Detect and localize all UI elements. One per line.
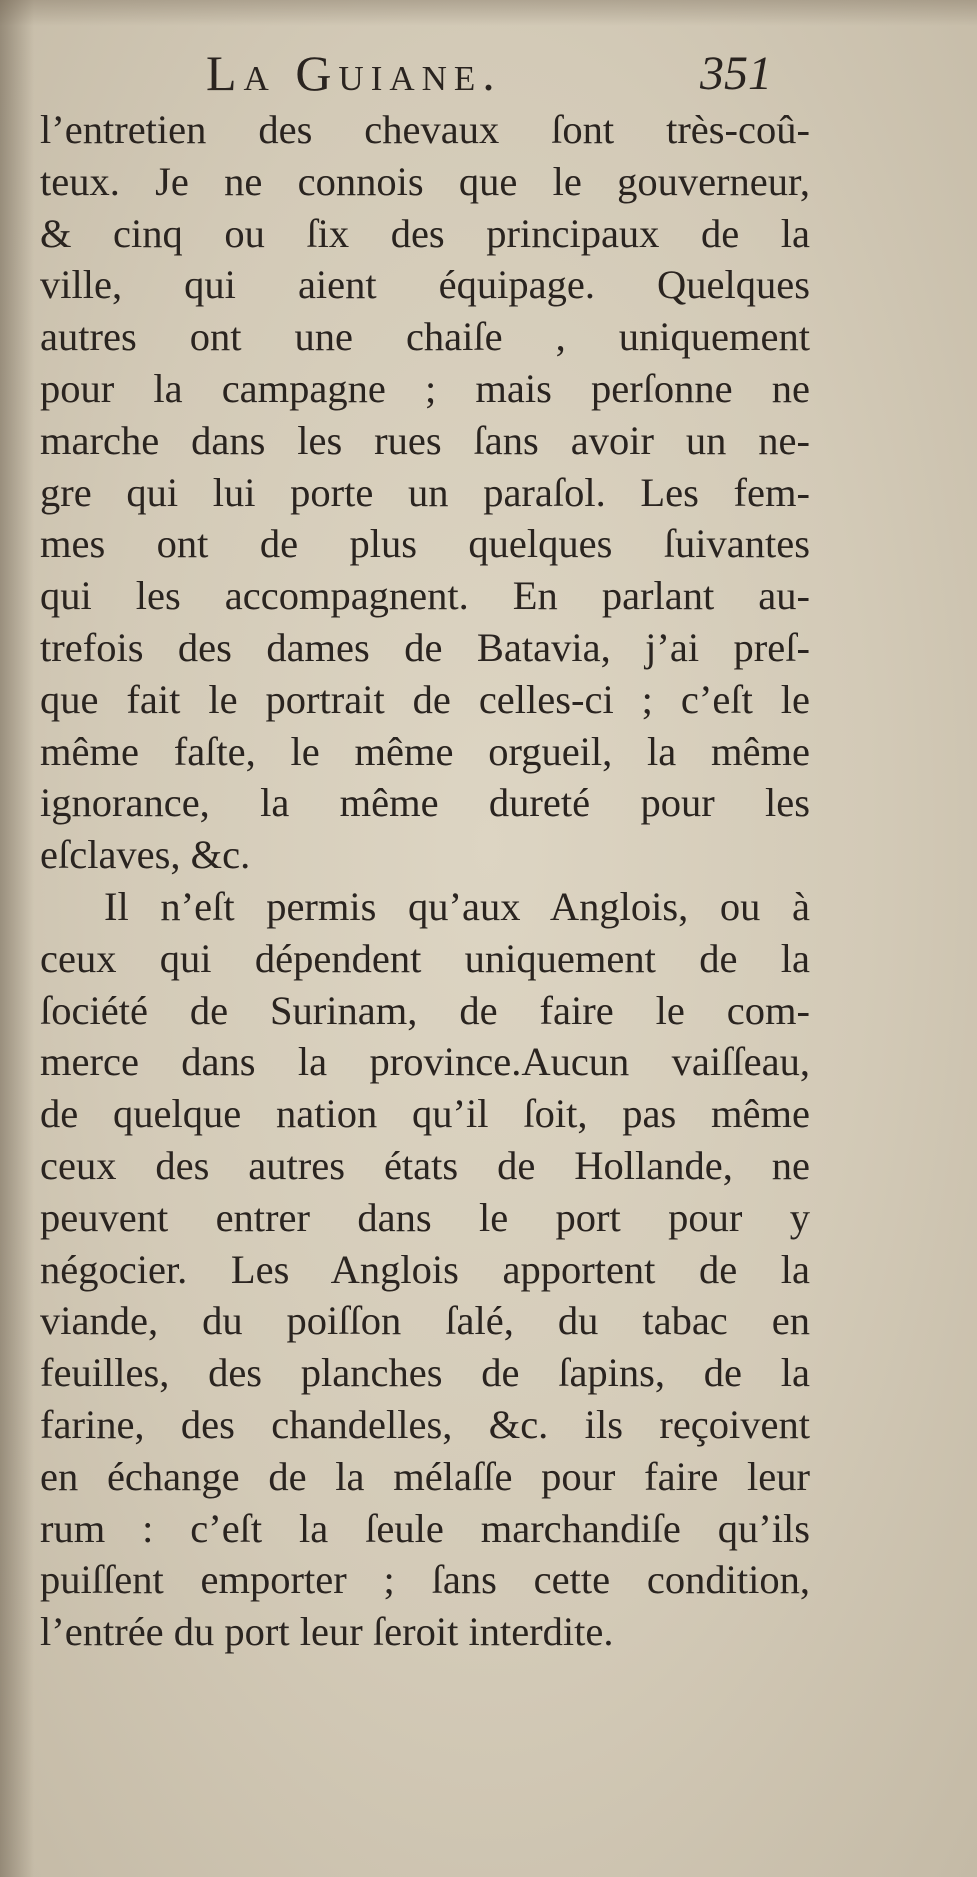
text-line: même faſte, le même orgueil, la même (40, 728, 810, 774)
text-line: gre qui lui porte un paraſol. Les fem- (40, 469, 810, 515)
text-line: de quelque nation qu’il ſoit, pas même (40, 1091, 810, 1137)
text-line: en échange de la mélaſſe pour faire leur (40, 1453, 810, 1499)
page-number: 351 (700, 47, 772, 100)
gutter-shadow (0, 0, 34, 1877)
text-line: rum : c’eſt la ſeule marchandiſe qu’ils (40, 1505, 810, 1551)
text-line: farine, des chandelles, &c. ils reçoivent (40, 1401, 810, 1447)
text-line: eſclaves, &c. (40, 832, 251, 878)
text-line: Il n’eſt permis qu’aux Anglois, ou à (104, 883, 810, 929)
text-line: ceux qui dépendent uniquement de la (40, 935, 810, 981)
text-line: merce dans la province.Aucun vaiſſeau, (40, 1039, 810, 1085)
text-line: peuvent entrer dans le port pour y (40, 1194, 810, 1240)
text-line: l’entrée du port leur ſeroit interdite. (40, 1609, 614, 1655)
text-line: viande, du poiſſon ſalé, du tabac en (40, 1298, 810, 1344)
text-line: que fait le portrait de celles-ci ; c’eſt le (40, 676, 810, 722)
text-line: marche dans les rues ſans avoir un ne- (40, 417, 810, 463)
text-line: & cinq ou ſix des principaux de la (40, 210, 810, 256)
running-head-title: La Guiane. (206, 45, 502, 101)
text-line: puiſſent emporter ; ſans cette condition, (40, 1557, 810, 1603)
text-line: trefois des dames de Batavia, j’ai preſ- (40, 624, 810, 670)
text-line: teux. Je ne connois que le gouverneur, (40, 158, 810, 204)
text-line: qui les accompagnent. En parlant au- (40, 573, 810, 619)
top-edge-shadow (0, 0, 977, 26)
text-line: ignorance, la même dureté pour les (40, 780, 810, 826)
text-line: ville, qui aient équipage. Quelques (40, 262, 810, 308)
text-line: négocier. Les Anglois apportent de la (40, 1246, 810, 1292)
text-line: ceux des autres états de Hollande, ne (40, 1142, 810, 1188)
paragraph (40, 881, 810, 1658)
text-line: feuilles, des planches de ſapins, de la (40, 1350, 810, 1396)
body-text (40, 104, 810, 1658)
text-line: ſociété de Surinam, de faire le com- (40, 987, 810, 1033)
paragraph (40, 104, 810, 881)
text-line: l’entretien des chevaux ſont très-coû- (40, 107, 810, 152)
text-line: mes ont de plus quelques ſuivantes (40, 521, 810, 567)
text-line: autres ont une chaiſe , uniquement (40, 314, 810, 360)
text-line: pour la campagne ; mais perſonne ne (40, 365, 810, 411)
running-head (0, 44, 977, 108)
